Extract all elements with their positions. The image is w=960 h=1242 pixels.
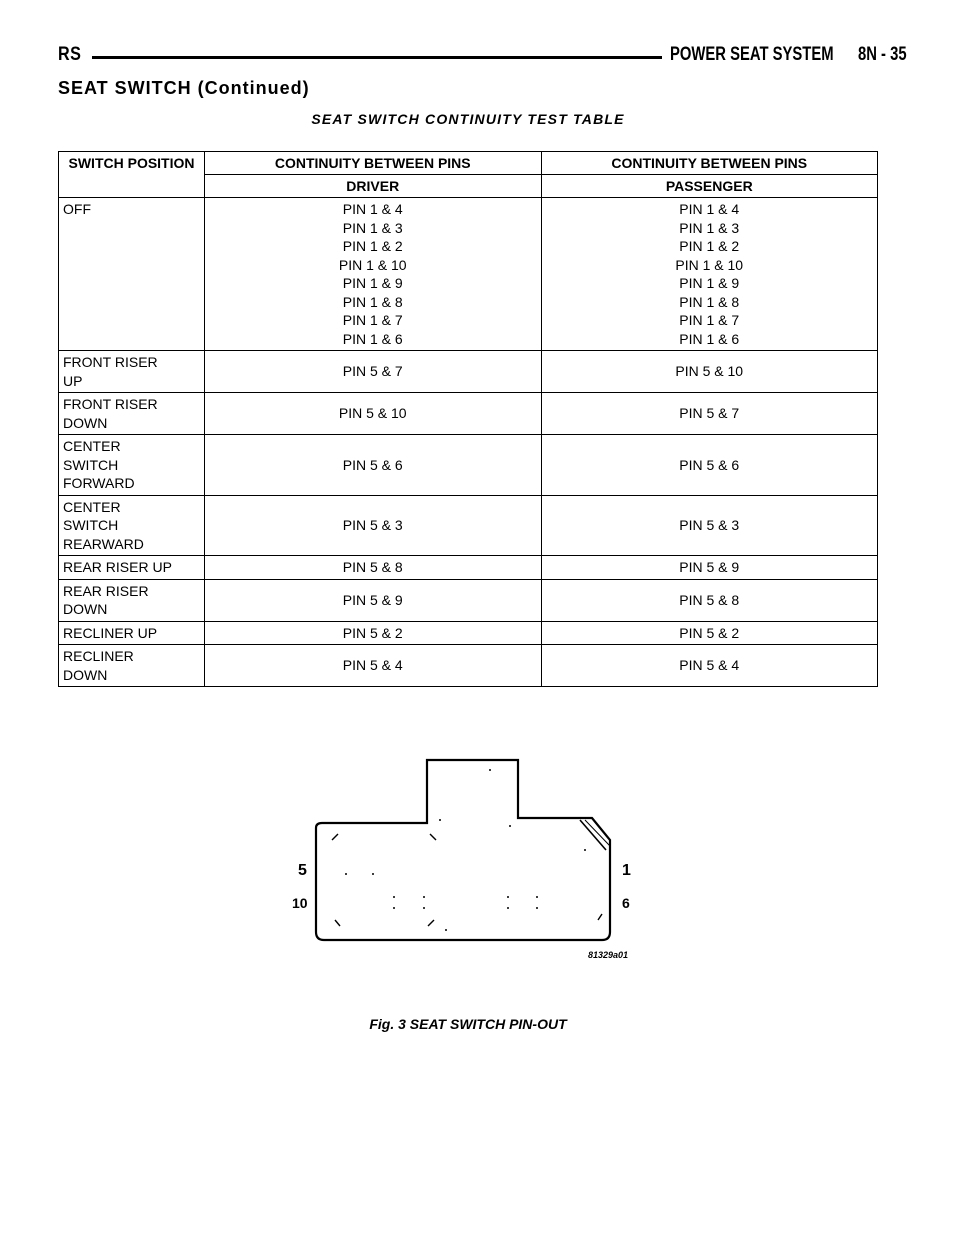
pin-pair: PIN 5 & 8 [679, 591, 740, 608]
pin-pair: PIN 5 & 9 [342, 591, 403, 608]
pin-pair: PIN 1 & 7 [679, 312, 740, 328]
table-row [59, 198, 878, 351]
cell-driver-pins [205, 393, 542, 435]
pin-pair: PIN 5 & 8 [342, 559, 403, 575]
pin-pair: PIN 5 & 9 [679, 559, 740, 575]
cell-driver-pins [205, 579, 542, 621]
pin-pair: PIN 5 & 7 [679, 405, 740, 422]
pin-pair: PIN 1 & 2 [342, 238, 403, 254]
table-row [59, 579, 878, 621]
cell-driver-pins [205, 621, 542, 645]
cell-switch-position [59, 645, 205, 687]
pin-pair: PIN 5 & 4 [342, 657, 403, 674]
pin-pair: PIN 1 & 9 [342, 275, 403, 291]
pin-pair: PIN 1 & 10 [338, 256, 407, 273]
pin-pair: PIN 5 & 4 [679, 657, 740, 674]
col-header-continuity-driver: CONTINUITY BETWEEN PINS [205, 152, 542, 175]
pin-pair: PIN 1 & 8 [679, 293, 740, 310]
col-header-continuity-passenger: CONTINUITY BETWEEN PINS [541, 152, 878, 175]
pin-pair: PIN 5 & 10 [338, 405, 407, 422]
cell-passenger-pins [541, 435, 878, 496]
position-line: FRONT RISER [63, 354, 158, 370]
connector-outline [316, 760, 610, 940]
header-rule [92, 56, 662, 59]
cell-switch-position [59, 579, 205, 621]
position-line: DOWN [63, 601, 108, 617]
section-title: SEAT SWITCH (Continued) [58, 78, 310, 98]
table-row [59, 393, 878, 435]
terminal-dots [345, 769, 586, 931]
pin-pair: PIN 5 & 6 [342, 456, 403, 473]
cell-switch-position [59, 351, 205, 393]
table-row [59, 621, 878, 645]
pin-pair: PIN 5 & 6 [679, 456, 740, 473]
pin-pair: PIN 1 & 8 [342, 293, 403, 310]
cell-switch-position [59, 435, 205, 496]
cell-passenger-pins [541, 495, 878, 556]
pin-pair: PIN 1 & 9 [679, 275, 740, 291]
cell-driver-pins [205, 645, 542, 687]
position-line: CENTER [63, 438, 121, 454]
position-line: FRONT RISER [63, 396, 158, 412]
cell-driver-pins [205, 435, 542, 496]
pin-label-10: 10 [292, 895, 308, 911]
seat-switch-pinout-diagram [280, 750, 660, 965]
table-title: SEAT SWITCH CONTINUITY TEST TABLE [311, 111, 625, 127]
pin-pair: PIN 1 & 3 [342, 219, 403, 236]
cell-passenger-pins [541, 393, 878, 435]
continuity-table [58, 151, 878, 687]
col-header-switch-position: SWITCH POSITION [59, 152, 205, 198]
table-row [59, 435, 878, 496]
cell-passenger-pins [541, 556, 878, 580]
table-row [59, 645, 878, 687]
position-line: DOWN [63, 666, 108, 683]
cell-passenger-pins [541, 621, 878, 645]
cell-passenger-pins [541, 579, 878, 621]
header-page-number: 8N - 35 [858, 44, 907, 65]
cell-switch-position [59, 495, 205, 556]
position-line: OFF [63, 201, 91, 217]
cell-switch-position [59, 621, 205, 645]
position-line: UP [63, 372, 83, 389]
col-subheader-driver: DRIVER [205, 175, 542, 198]
cell-driver-pins [205, 495, 542, 556]
cell-driver-pins [205, 198, 542, 351]
col-subheader-passenger: PASSENGER [541, 175, 878, 198]
cell-driver-pins [205, 556, 542, 580]
pin-pair: PIN 1 & 4 [342, 201, 403, 217]
pin-label-5: 5 [298, 862, 307, 879]
table-body [59, 198, 878, 687]
page-header [58, 44, 907, 72]
cell-driver-pins [205, 351, 542, 393]
position-line: SWITCH [63, 456, 119, 473]
position-line: SWITCH [63, 517, 119, 533]
header-title: POWER SEAT SYSTEM [670, 44, 834, 65]
pin-pair: PIN 5 & 3 [342, 517, 403, 533]
pin-pair: PIN 1 & 2 [679, 238, 740, 254]
position-line: REAR RISER UP [63, 559, 172, 575]
cell-switch-position [59, 556, 205, 580]
pin-pair: PIN 5 & 10 [675, 363, 744, 380]
position-line: CENTER [63, 498, 121, 515]
table-row [59, 351, 878, 393]
pin-pair: PIN 1 & 7 [342, 312, 403, 328]
cell-passenger-pins [541, 645, 878, 687]
pin-pair: PIN 1 & 4 [679, 201, 740, 217]
cell-switch-position [59, 198, 205, 351]
pin-label-1: 1 [622, 862, 631, 879]
position-line: DOWN [63, 414, 108, 431]
cell-passenger-pins [541, 198, 878, 351]
position-line: REARWARD [63, 535, 144, 552]
pin-pair: PIN 5 & 2 [679, 624, 740, 641]
pin-pair: PIN 1 & 3 [679, 219, 740, 236]
pin-pair: PIN 5 & 7 [342, 363, 403, 380]
cell-passenger-pins [541, 351, 878, 393]
table-row [59, 556, 878, 580]
pin-pair: PIN 1 & 6 [342, 330, 403, 347]
pin-pair: PIN 5 & 2 [342, 624, 403, 641]
pin-pair: PIN 5 & 3 [679, 517, 740, 533]
cell-switch-position [59, 393, 205, 435]
table-row [59, 495, 878, 556]
pin-pair: PIN 1 & 10 [675, 256, 744, 273]
position-line: RECLINER [63, 648, 134, 664]
position-line: REAR RISER [63, 582, 149, 599]
pin-label-6: 6 [622, 895, 630, 911]
position-line: FORWARD [63, 475, 135, 491]
figure-caption: Fig. 3 SEAT SWITCH PIN-OUT [369, 1016, 567, 1032]
pin-pair: PIN 1 & 6 [679, 330, 740, 347]
figure-code: 81329a01 [588, 950, 629, 960]
header-section-code: RS [58, 44, 82, 65]
position-line: RECLINER UP [63, 624, 158, 641]
